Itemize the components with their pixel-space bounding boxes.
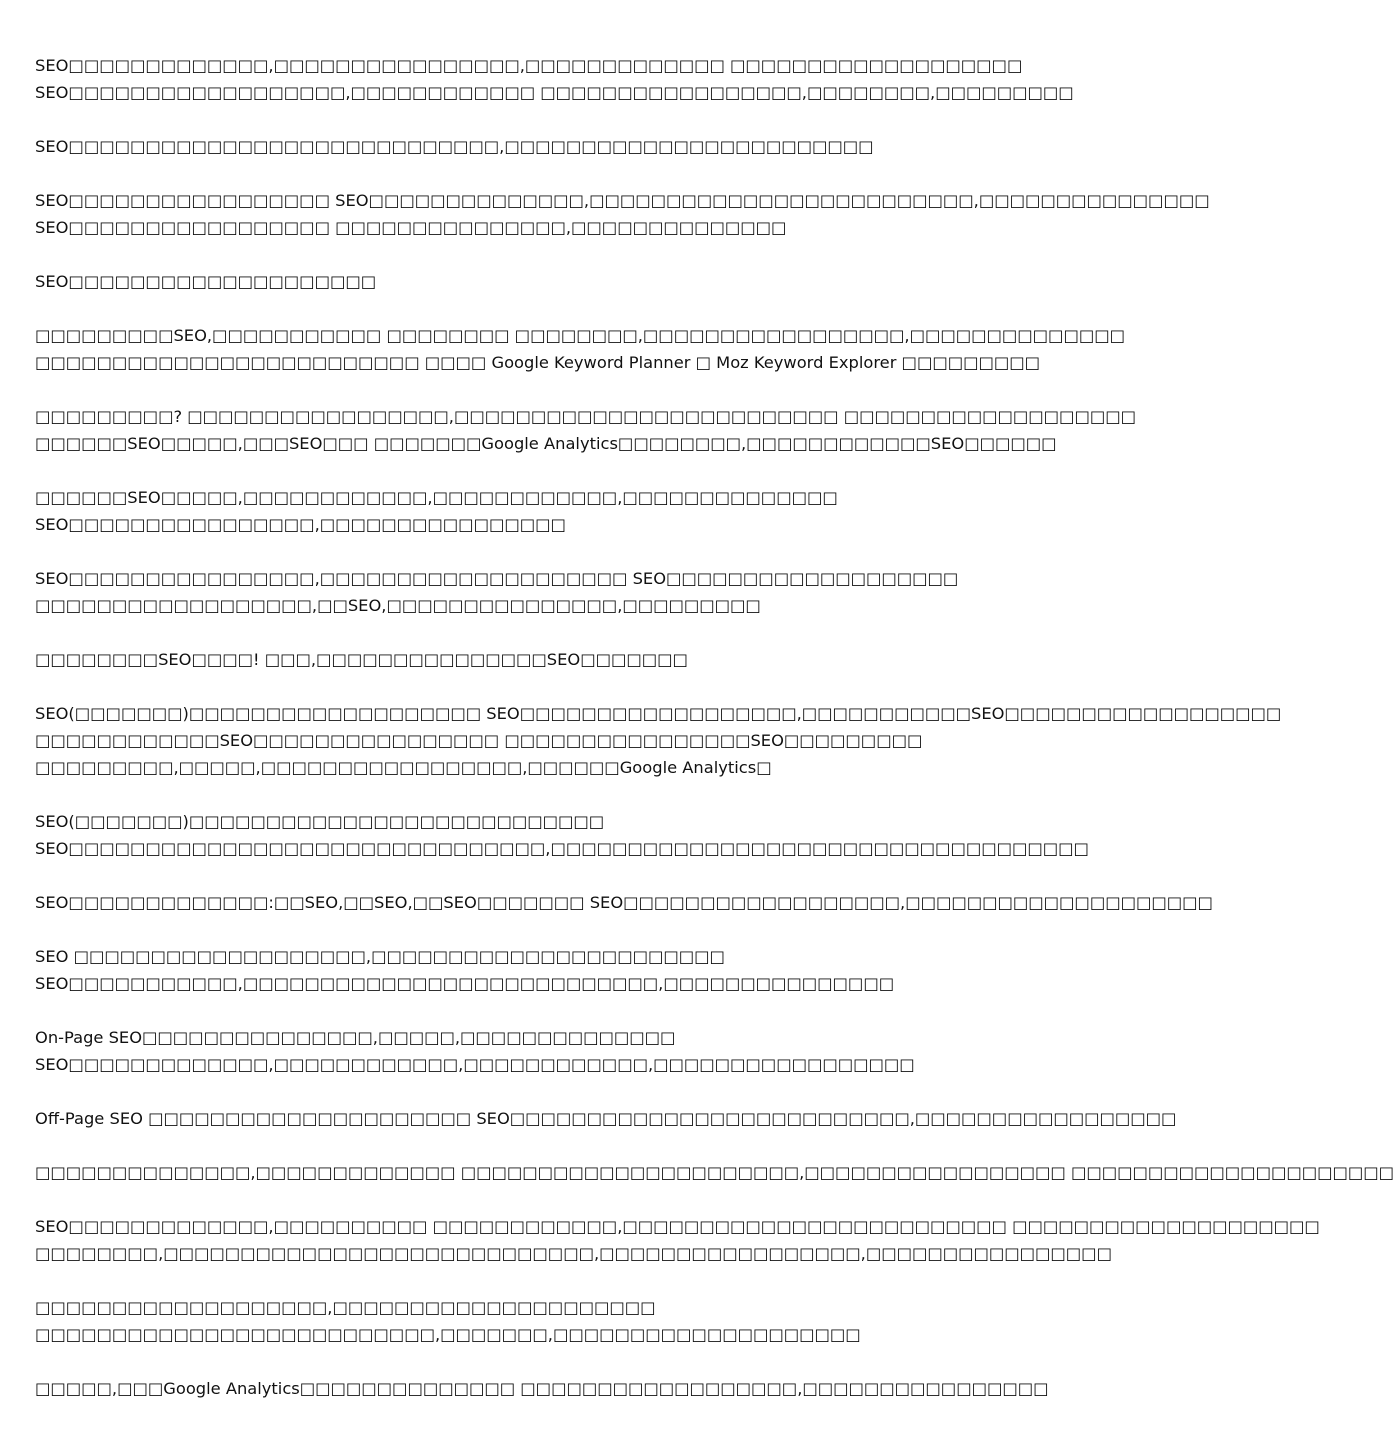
paragraph-line: SEO□□□□□□□□□□□□□□□□□ □□□□□□□□□□□□□□□,□□□□□□□□□□□□□□ — [35, 218, 787, 237]
paragraph — [35, 322, 1125, 376]
paragraph — [35, 52, 1074, 106]
paragraph-line: SEO □□□□□□□□□□□□□□□□□□□,□□□□□□□□□□□□□□□□□□□□□□□ — [35, 947, 725, 966]
paragraph-line: □□□□□□□□□□□□SEO□□□□□□□□□□□□□□□□ □□□□□□□□□□□□□□□□SEO□□□□□□□□□ — [35, 731, 923, 750]
paragraph — [35, 700, 1282, 781]
document-body — [35, 52, 1394, 1429]
paragraph-line: SEO□□□□□□□□□□□□□□□□□□□□ — [35, 272, 377, 291]
paragraph — [35, 889, 1213, 916]
paragraph-line: SEO(□□□□□□□)□□□□□□□□□□□□□□□□□□□ SEO□□□□□□□□□□□□□□□□□□,□□□□□□□□□□□SEO□□□□□□□□□□□□□□□□□□ — [35, 704, 1282, 723]
paragraph — [35, 565, 995, 619]
paragraph-line: SEO□□□□□□□□□□□□□,□□□□□□□□□□ □□□□□□□□□□□□,□□□□□□□□□□□□□□□□□□□□□□□□□ □□□□□□□□□□□□□□□□□□□□ — [35, 1217, 1320, 1236]
paragraph-line: SEO□□□□□□□□□□□□□,□□□□□□□□□□□□,□□□□□□□□□□□□,□□□□□□□□□□□□□□□□□ — [35, 1055, 915, 1074]
paragraph-line: SEO□□□□□□□□□□□□□□□□□□□□□□□□□□□□,□□□□□□□□□□□□□□□□□□□□□□□□ — [35, 137, 874, 156]
paragraph-line: SEO□□□□□□□□□□□,□□□□□□□□□□□□□□□□□□□□□□□□□□□,□□□□□□□□□□□□□□□ — [35, 974, 895, 993]
paragraph-line: □□□□□□□□□,□□□□□,□□□□□□□□□□□□□□□□□,□□□□□□Google Analytics□ — [35, 758, 772, 777]
paragraph — [35, 1294, 995, 1348]
paragraph-line: □□□□□□□□□□□□□□□□□□,□□SEO,□□□□□□□□□□□□□□□,□□□□□□□□□ — [35, 596, 761, 615]
paragraph-line: SEO□□□□□□□□□□□□□,□□□□□□□□□□□□□□□□,□□□□□□□□□□□□□ □□□□□□□□□□□□□□□□□□□ — [35, 56, 1023, 75]
paragraph-line: On-Page SEO□□□□□□□□□□□□□□□,□□□□□,□□□□□□□□□□□□□□ — [35, 1028, 676, 1047]
paragraph — [35, 1213, 1320, 1267]
paragraph-line: SEO□□□□□□□□□□□□□□□□,□□□□□□□□□□□□□□□□□□□□ SEO□□□□□□□□□□□□□□□□□□□ — [35, 569, 959, 588]
paragraph-line: □□□□□□SEO□□□□□,□□□□□□□□□□□□,□□□□□□□□□□□□,□□□□□□□□□□□□□□ — [35, 488, 838, 507]
paragraph — [35, 943, 995, 997]
paragraph-line: SEO□□□□□□□□□□□□□□□□,□□□□□□□□□□□□□□□□ — [35, 515, 566, 534]
paragraph — [35, 133, 995, 160]
paragraph-line: SEO□□□□□□□□□□□□□□□□□□□□□□□□□□□□□□□,□□□□□□□□□□□□□□□□□□□□□□□□□□□□□□□□□□□ — [35, 839, 1089, 858]
paragraph — [35, 484, 995, 538]
paragraph-line: SEO□□□□□□□□□□□□□:□□SEO,□□SEO,□□SEO□□□□□□□ SEO□□□□□□□□□□□□□□□□□□,□□□□□□□□□□□□□□□□□□□□ — [35, 893, 1213, 912]
paragraph-line: □□□□□□□□□□□□□□□□□□□□□□□□□□,□□□□□□□,□□□□□□□□□□□□□□□□□□□□ — [35, 1325, 861, 1344]
paragraph-line: SEO(□□□□□□□)□□□□□□□□□□□□□□□□□□□□□□□□□□□ — [35, 812, 605, 831]
paragraph-line: Off-Page SEO □□□□□□□□□□□□□□□□□□□□□ SEO□□□□□□□□□□□□□□□□□□□□□□□□□□,□□□□□□□□□□□□□□□□□ — [35, 1109, 1177, 1128]
paragraph — [35, 1375, 1049, 1402]
paragraph — [35, 808, 1089, 862]
paragraph-line: □□□□□□□□□SEO,□□□□□□□□□□□ □□□□□□□□ □□□□□□□□,□□□□□□□□□□□□□□□□□,□□□□□□□□□□□□□□ — [35, 326, 1125, 345]
paragraph-line: □□□□□□□□□? □□□□□□□□□□□□□□□□□,□□□□□□□□□□□□□□□□□□□□□□□□□ □□□□□□□□□□□□□□□□□□□ — [35, 407, 1136, 426]
paragraph-line: □□□□□,□□□Google Analytics□□□□□□□□□□□□□□ □□□□□□□□□□□□□□□□□□,□□□□□□□□□□□□□□□□ — [35, 1379, 1049, 1398]
paragraph — [35, 1024, 995, 1078]
paragraph-line: □□□□□□SEO□□□□□,□□□SEO□□□ □□□□□□□Google Analytics□□□□□□□□,□□□□□□□□□□□□SEO□□□□□□ — [35, 434, 1057, 453]
paragraph — [35, 646, 995, 673]
paragraph-line: □□□□□□□□SEO□□□□! □□□,□□□□□□□□□□□□□□□SEO□□□□□□□ — [35, 650, 688, 669]
paragraph-line: □□□□□□□□□□□□□□□□□□□,□□□□□□□□□□□□□□□□□□□□□ — [35, 1298, 656, 1317]
paragraph-line: □□□□□□□□,□□□□□□□□□□□□□□□□□□□□□□□□□□□□,□□□□□□□□□□□□□□□□□,□□□□□□□□□□□□□□□□ — [35, 1244, 1112, 1263]
paragraph — [35, 403, 1136, 457]
paragraph-line: □□□□□□□□□□□□□□,□□□□□□□□□□□□□ □□□□□□□□□□□□□□□□□□□□□□,□□□□□□□□□□□□□□□□□ □□□□□□□□□□□□□□□□□□□□□ — [35, 1163, 1394, 1182]
paragraph — [35, 1159, 1394, 1186]
paragraph-line: SEO□□□□□□□□□□□□□□□□□ SEO□□□□□□□□□□□□□□,□□□□□□□□□□□□□□□□□□□□□□□□□,□□□□□□□□□□□□□□□ — [35, 191, 1210, 210]
paragraph — [35, 268, 995, 295]
paragraph — [35, 1105, 1177, 1132]
paragraph-line: □□□□□□□□□□□□□□□□□□□□□□□□□ □□□□ Google Keyword Planner □ Moz Keyword Explorer □□□□□□□□□ — [35, 353, 1041, 372]
paragraph-line: SEO□□□□□□□□□□□□□□□□□□,□□□□□□□□□□□□ □□□□□□□□□□□□□□□□□,□□□□□□□□,□□□□□□□□□ — [35, 83, 1074, 102]
paragraph — [35, 187, 1210, 241]
